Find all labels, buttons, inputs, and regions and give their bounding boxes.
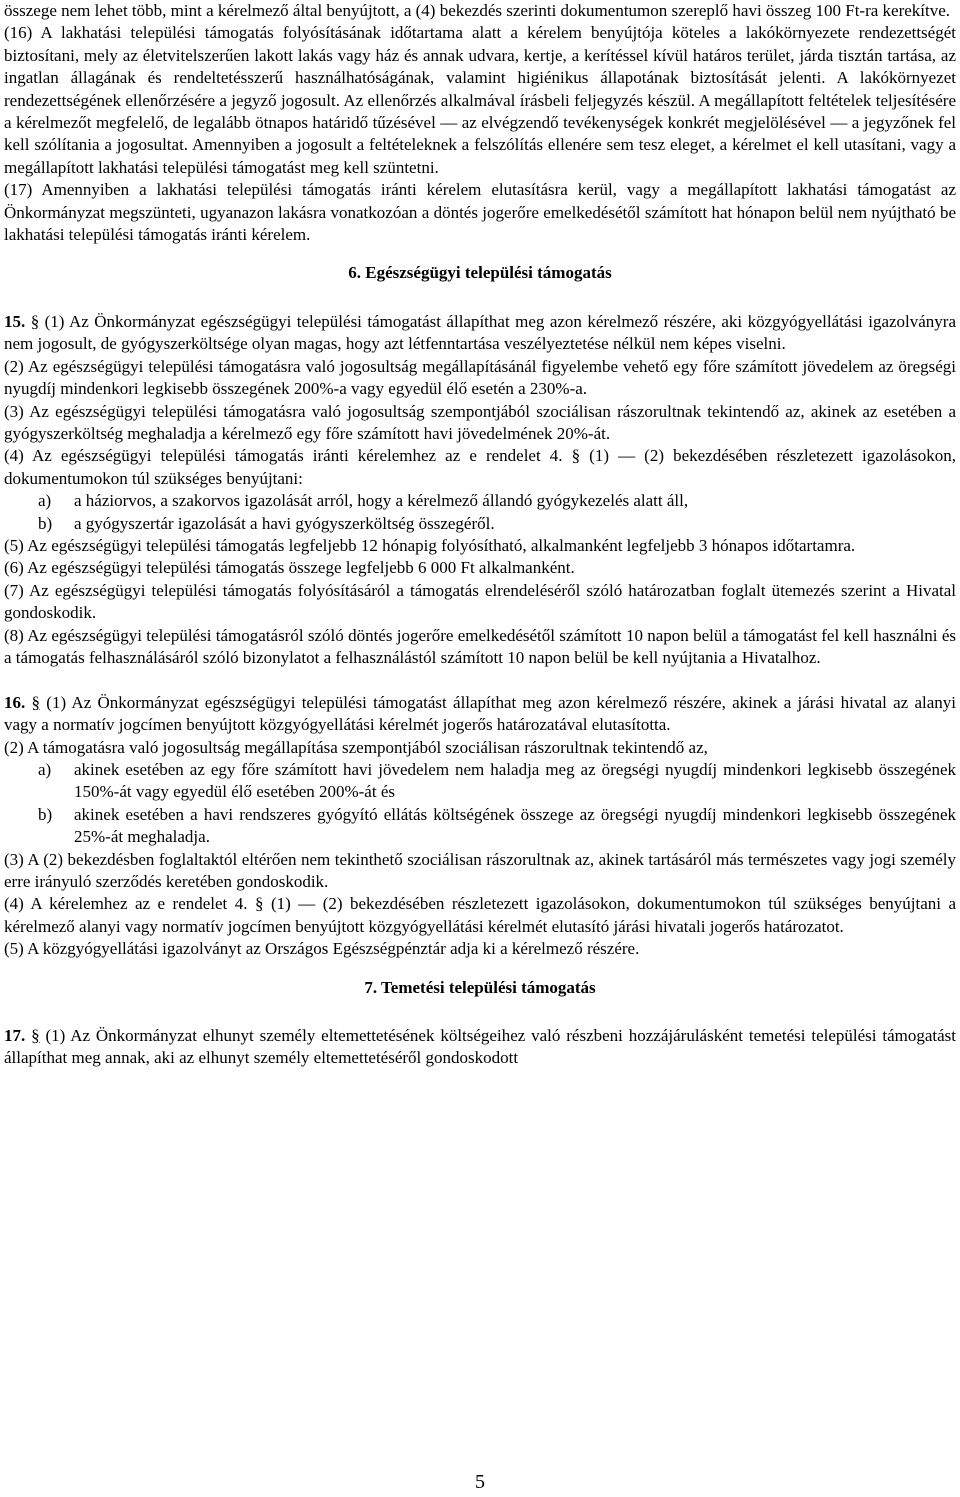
- section-number: 17.: [4, 1026, 26, 1046]
- section-number: 16.: [4, 692, 26, 712]
- list-item: [4, 490, 956, 512]
- list-item-label: b): [38, 513, 53, 533]
- section-16-paragraph-1: [4, 692, 956, 737]
- spacer: [4, 285, 956, 311]
- section-15-paragraph-8: (8) Az egészségügyi települési támogatásról szóló döntés jogerőre emelkedésétől számított 10 napon belül a támogatást fel kell használni és a támogatás felhasználásáról szóló bizonylatot a felhasználástól számított 10 napon belül be kell nyújtania a Hivatalhoz.: [4, 625, 956, 667]
- list-item: [4, 759, 956, 804]
- paragraph-symbol: §: [31, 1026, 40, 1046]
- section-15-paragraph-1: [4, 311, 956, 356]
- paragraph-17: (17) Amennyiben a lakhatási települési támogatás iránti kérelem elutasításra kerül, vagy a megállapított lakhatási támogatást az Önkormányzat megszünteti, ugyanazon lakásra vonatkozóan a döntés jogerőre emelkedésétől számított hat hónapon belül nem nyújtható be lakhatási települési támogatás iránti kérelem.: [4, 180, 956, 245]
- section-15-paragraph-5: (5) Az egészségügyi települési támogatás legfeljebb 12 hónapig folyósítható, alkalmanként legfeljebb 3 hónapos időtartamra.: [4, 535, 856, 555]
- section-15-text: (1) Az Önkormányzat egészségügyi települési támogatást állapíthat meg azon kérelmező részére, aki közgyógyellátási igazolványra nem jogosult, de gyógyszerköltsége olyan magas, hogy azt létfenntartása veszélyeztetése nélkül nem képes viselni.: [4, 311, 957, 354]
- section-16-text: (1) Az Önkormányzat egészségügyi települési támogatást állapíthat meg azon kérelmező részére, akinek a járási hivatal az alanyi vagy a normatív jogcímen benyújtott közgyógyellátási kérelmét jogerős határozatával elutasította.: [4, 692, 957, 735]
- paragraph-16: (16) A lakhatási települési támogatás folyósításának időtartama alatt a kérelem benyújtója köteles a lakókörnyezete rendezettségét biztosítani, mely az életvitelszerűen lakott lakás vagy ház és annak udvara, kertje, a kerítéssel kívül határos terület, járda tisztán tartása, az ingatlan állagának és rendeltetésszerű használhatóságának, valamint higiénikus állapotának biztosítását jelenti. A lakókörnyezet rendezettségének ellenőrzésére a jegyző jogosult. Az ellenőrzés alkalmával írásbeli feljegyzés készül. A megállapított feltételek teljesítésére a kérelmezőt megfelelő, de legalább ötnapos határidő tűzésével — az elvégzendő tevékenységek konkrét megjelölésével — a jegyzőnek fel kell szólítania a jogosultat. Amennyiben a jogosult a feltételeknek a felszólítás ellenére sem tesz eleget, a kérelmet el kell utasítani, vagy a megállapított lakhatási települési támogatást meg kell szüntetni.: [4, 23, 956, 177]
- spacer: [4, 669, 956, 691]
- list-item-label: a): [38, 491, 52, 511]
- list-item-text: a háziorvos, a szakorvos igazolását arról, hogy a kérelmező állandó gyógykezelés alatt áll,: [74, 491, 689, 511]
- section-16-paragraph-4: (4) A kérelemhez az e rendelet 4. § (1) — (2) bekezdésében részletezett igazolásokon, dokumentumokon túl szükséges benyújtani a kérelmező alanyi vagy normatív jogcímen benyújtott közgyógyellátási kérelmét elutasító járási hivatali jogerős határozatot.: [4, 894, 956, 936]
- section-15-paragraph-4: (4) Az egészségügyi települési támogatás iránti kérelemhez az e rendelet 4. § (1) — (2) bekezdésében részletezett igazolásokon, dokumentumokon túl szükséges benyújtani:: [4, 446, 956, 488]
- section-16-paragraph-3: (3) A (2) bekezdésben foglaltaktól eltérően nem tekinthető szociálisan rászorultnak az, akinek tartásáról más természetes vagy jogi személy erre irányuló szerződés keretében gondoskodik.: [4, 849, 956, 892]
- section-17-text: (1) Az Önkormányzat elhunyt személy eltemettetésének költségeihez való részbeni hozzájárulásként temetési települési támogatást állapíthat meg annak, aki az elhunyt személy eltemettetéséről gondoskodott: [4, 1026, 956, 1068]
- section-17-paragraph-1: [4, 1025, 956, 1070]
- list-item-label: b): [38, 804, 53, 824]
- section-16-paragraph-2: (2) A támogatásra való jogosultság megállapítása szempontjából szociálisan rászorultnak tekintendő az,: [4, 737, 708, 757]
- paragraph-continuation: összege nem lehet több, mint a kérelmező által benyújtott, a (4) bekezdés szerinti dokumentumon szereplő havi összeg 100 Ft-ra kerekítve.: [4, 1, 951, 20]
- section-15-paragraph-6: (6) Az egészségügyi települési támogatás összege legfeljebb 6 000 Ft alkalmanként.: [4, 558, 575, 578]
- section-15-paragraph-2: (2) Az egészségügyi települési támogatásra való jogosultság megállapításánál figyelembe vehető egy főre számított jövedelem az öregségi nyugdíj mindenkori legkisebb összegének 200%-a vagy egyedül élő esetén a 230%-a.: [4, 356, 956, 399]
- list-item-label: a): [38, 759, 52, 779]
- document-page: [4, 0, 956, 1070]
- page-number: 5: [475, 1471, 485, 1493]
- section-heading-6: 6. Egészségügyi települési támogatás: [348, 263, 612, 283]
- list-item: [4, 513, 956, 535]
- paragraph-symbol: §: [30, 311, 40, 331]
- paragraph-symbol: §: [31, 692, 41, 712]
- list-item-text: a gyógyszertár igazolását a havi gyógyszerköltség összegéről.: [74, 513, 495, 533]
- section-16-paragraph-5: (5) A közgyógyellátási igazolványt az Országos Egészségpénztár adja ki a kérelmező részére.: [4, 939, 640, 959]
- spacer: [4, 246, 956, 262]
- section-number: 15.: [4, 311, 26, 331]
- spacer: [4, 961, 956, 977]
- spacer: [4, 999, 956, 1025]
- list-item: [4, 804, 956, 849]
- list-item-text: akinek esetében a havi rendszeres gyógyító ellátás költségének összege az öregségi nyugdíj mindenkori legkisebb összegének 25%-át meghaladja.: [74, 804, 956, 847]
- section-15-paragraph-7: (7) Az egészségügyi települési támogatás folyósításáról a támogatás elrendeléséről szóló határozatban foglalt ütemezés szerint a Hivatal gondoskodik.: [4, 580, 956, 623]
- section-15-paragraph-3: (3) Az egészségügyi települési támogatásra való jogosultság szempontjából szociálisan rászorultnak tekintendő az, akinek az esetében a gyógyszerköltség meghaladja a kérelmező egy főre számított havi jövedelmének 20%-át.: [4, 401, 956, 443]
- section-heading-7: 7. Temetési települési támogatás: [364, 977, 596, 997]
- list-item-text: akinek esetében az egy főre számított havi jövedelem nem haladja meg az öregségi nyugdíj mindenkori legkisebb összegének 150%-át vagy egyedül élő esetében 200%-át és: [74, 759, 956, 802]
